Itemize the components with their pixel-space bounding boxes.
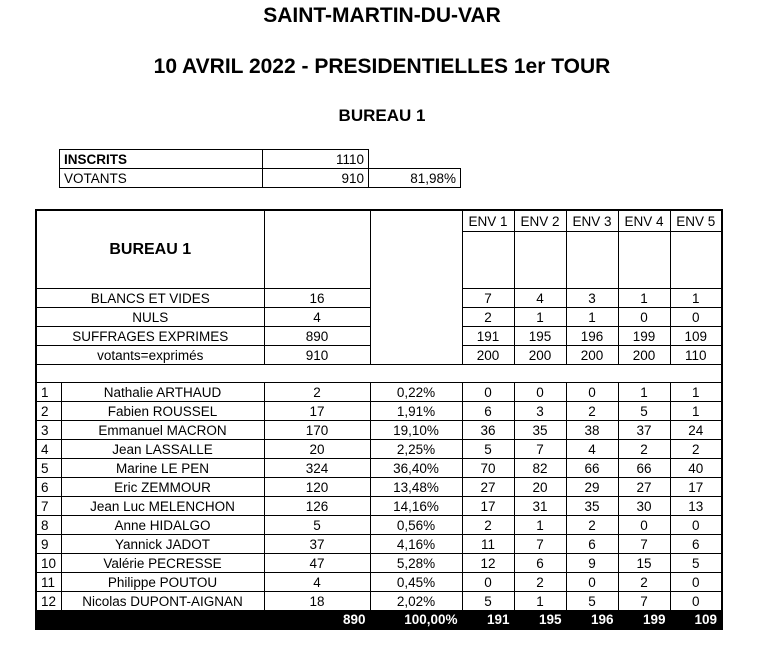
candidate-number: 11 <box>36 573 61 592</box>
candidate-env-value: 70 <box>462 459 514 478</box>
candidate-env-value: 66 <box>566 459 618 478</box>
bureau-title: BUREAU 1 <box>338 106 426 125</box>
candidate-number: 6 <box>36 478 61 497</box>
stat-env-value: 1 <box>618 289 670 308</box>
candidate-env-value: 7 <box>514 440 566 459</box>
candidate-env-value: 29 <box>566 478 618 497</box>
candidate-pct: 1,91% <box>370 402 462 421</box>
candidate-votes: 17 <box>264 402 370 421</box>
votants-row <box>60 169 461 188</box>
candidate-env-value: 15 <box>618 554 670 573</box>
candidate-env-value: 12 <box>462 554 514 573</box>
stat-env-value: 7 <box>462 289 514 308</box>
candidate-env-value: 31 <box>514 497 566 516</box>
candidate-env-value: 27 <box>618 478 670 497</box>
candidate-env-value: 5 <box>618 402 670 421</box>
candidate-number: 3 <box>36 421 61 440</box>
candidate-votes: 37 <box>264 535 370 554</box>
candidate-pct: 13,48% <box>370 478 462 497</box>
candidate-row <box>36 478 722 497</box>
candidate-name: Jean Luc MELENCHON <box>61 497 264 516</box>
candidate-env-value: 17 <box>462 497 514 516</box>
candidate-number: 12 <box>36 592 61 611</box>
stat-env-value: 191 <box>462 327 514 346</box>
stat-env-value: 200 <box>462 346 514 365</box>
candidate-env-value: 7 <box>514 535 566 554</box>
taux-value: 81,98% <box>369 169 461 188</box>
candidate-env-value: 0 <box>514 383 566 402</box>
candidate-name: Marine LE PEN <box>61 459 264 478</box>
candidate-votes: 20 <box>264 440 370 459</box>
inscrits-row <box>60 150 461 169</box>
candidate-name: Eric ZEMMOUR <box>61 478 264 497</box>
candidate-env-value: 2 <box>462 516 514 535</box>
env-header-2: ENV 2 <box>514 210 566 232</box>
candidate-pct: 2,25% <box>370 440 462 459</box>
candidate-env-value: 6 <box>566 535 618 554</box>
stat-env-value: 199 <box>618 327 670 346</box>
candidate-pct: 36,40% <box>370 459 462 478</box>
candidate-pct: 0,56% <box>370 516 462 535</box>
stat-total: 16 <box>264 289 370 308</box>
candidate-env-value: 0 <box>618 516 670 535</box>
env-header-4: ENV 4 <box>618 210 670 232</box>
candidate-env-value: 40 <box>670 459 722 478</box>
stat-env-value: 200 <box>514 346 566 365</box>
candidate-env-value: 0 <box>670 573 722 592</box>
total-votes: 890 <box>264 611 370 630</box>
candidate-env-value: 2 <box>670 440 722 459</box>
candidate-env-value: 6 <box>514 554 566 573</box>
candidate-votes: 5 <box>264 516 370 535</box>
candidate-name: Anne HIDALGO <box>61 516 264 535</box>
candidate-env-value: 1 <box>514 592 566 611</box>
candidate-number: 9 <box>36 535 61 554</box>
total-env-value: 191 <box>462 611 514 630</box>
candidate-env-value: 2 <box>566 516 618 535</box>
candidate-env-value: 0 <box>670 516 722 535</box>
candidate-row <box>36 592 722 611</box>
candidate-name: Fabien ROUSSEL <box>61 402 264 421</box>
candidate-env-value: 0 <box>670 592 722 611</box>
candidate-number: 4 <box>36 440 61 459</box>
total-row <box>36 611 722 630</box>
stat-env-value: 2 <box>462 308 514 327</box>
stat-env-value: 1 <box>514 308 566 327</box>
candidate-row <box>36 440 722 459</box>
candidate-name: Yannick JADOT <box>61 535 264 554</box>
candidate-votes: 4 <box>264 573 370 592</box>
candidate-env-value: 1 <box>618 383 670 402</box>
candidate-number: 5 <box>36 459 61 478</box>
total-env-value: 109 <box>670 611 722 630</box>
total-env-value: 199 <box>618 611 670 630</box>
stat-env-value: 200 <box>618 346 670 365</box>
candidate-env-value: 13 <box>670 497 722 516</box>
inscrits-table <box>59 149 461 188</box>
env-header-row <box>36 210 722 232</box>
stat-env-value: 109 <box>670 327 722 346</box>
candidate-env-value: 5 <box>462 592 514 611</box>
env-header-1: ENV 1 <box>462 210 514 232</box>
env-blank-2 <box>514 232 566 289</box>
candidate-env-value: 38 <box>566 421 618 440</box>
candidate-env-value: 6 <box>670 535 722 554</box>
header-pct-cell <box>370 210 462 365</box>
stat-label: SUFFRAGES EXPRIMES <box>36 327 264 346</box>
candidate-env-value: 2 <box>514 573 566 592</box>
candidate-name: Nathalie ARTHAUD <box>61 383 264 402</box>
candidate-pct: 0,22% <box>370 383 462 402</box>
stat-label: BLANCS ET VIDES <box>36 289 264 308</box>
inscrits-label: INSCRITS <box>60 150 263 169</box>
candidate-env-value: 5 <box>462 440 514 459</box>
candidate-env-value: 7 <box>618 535 670 554</box>
candidate-env-value: 3 <box>514 402 566 421</box>
candidate-name: Nicolas DUPONT-AIGNAN <box>61 592 264 611</box>
candidate-env-value: 9 <box>566 554 618 573</box>
candidate-votes: 18 <box>264 592 370 611</box>
total-env-value: 195 <box>514 611 566 630</box>
candidate-votes: 120 <box>264 478 370 497</box>
stat-env-value: 4 <box>514 289 566 308</box>
candidate-pct: 4,16% <box>370 535 462 554</box>
candidate-env-value: 11 <box>462 535 514 554</box>
candidate-env-value: 37 <box>618 421 670 440</box>
commune-title: SAINT-MARTIN-DU-VAR <box>263 4 501 27</box>
total-blank <box>36 611 264 630</box>
candidate-row <box>36 459 722 478</box>
candidate-env-value: 5 <box>566 592 618 611</box>
candidate-name: Philippe POUTOU <box>61 573 264 592</box>
candidate-env-value: 1 <box>514 516 566 535</box>
stat-env-value: 0 <box>618 308 670 327</box>
candidate-number: 2 <box>36 402 61 421</box>
candidate-env-value: 2 <box>566 402 618 421</box>
candidate-env-value: 27 <box>462 478 514 497</box>
candidate-votes: 2 <box>264 383 370 402</box>
candidate-pct: 19,10% <box>370 421 462 440</box>
candidate-env-value: 24 <box>670 421 722 440</box>
candidate-env-value: 0 <box>566 383 618 402</box>
candidate-env-value: 7 <box>618 592 670 611</box>
candidate-env-value: 30 <box>618 497 670 516</box>
candidate-votes: 324 <box>264 459 370 478</box>
total-env-value: 196 <box>566 611 618 630</box>
votants-value: 910 <box>263 169 369 188</box>
stat-env-value: 110 <box>670 346 722 365</box>
candidate-env-value: 17 <box>670 478 722 497</box>
candidate-env-value: 66 <box>618 459 670 478</box>
results-table <box>35 209 723 630</box>
stat-label: votants=exprimés <box>36 346 264 365</box>
candidate-pct: 2,02% <box>370 592 462 611</box>
candidate-pct: 5,28% <box>370 554 462 573</box>
candidate-votes: 126 <box>264 497 370 516</box>
candidate-env-value: 0 <box>462 573 514 592</box>
env-header-3: ENV 3 <box>566 210 618 232</box>
candidate-env-value: 20 <box>514 478 566 497</box>
env-blank-3 <box>566 232 618 289</box>
candidate-env-value: 82 <box>514 459 566 478</box>
candidate-row <box>36 516 722 535</box>
election-title: 10 AVRIL 2022 - PRESIDENTIELLES 1er TOUR <box>153 55 611 78</box>
candidate-name: Jean LASSALLE <box>61 440 264 459</box>
env-header-5: ENV 5 <box>670 210 722 232</box>
candidate-number: 8 <box>36 516 61 535</box>
candidate-env-value: 36 <box>462 421 514 440</box>
candidate-pct: 14,16% <box>370 497 462 516</box>
env-blank-4 <box>618 232 670 289</box>
candidate-env-value: 35 <box>566 497 618 516</box>
stat-label: NULS <box>36 308 264 327</box>
candidate-env-value: 5 <box>670 554 722 573</box>
header-votes-cell <box>264 210 370 289</box>
votants-label: VOTANTS <box>60 169 263 188</box>
candidate-row <box>36 421 722 440</box>
inscrits-value: 1110 <box>263 150 369 169</box>
candidate-number: 7 <box>36 497 61 516</box>
candidate-env-value: 0 <box>566 573 618 592</box>
candidate-env-value: 1 <box>670 402 722 421</box>
candidate-row <box>36 535 722 554</box>
candidate-env-value: 6 <box>462 402 514 421</box>
candidate-row <box>36 573 722 592</box>
stat-total: 910 <box>264 346 370 365</box>
total-pct: 100,00% <box>370 611 462 630</box>
stat-env-value: 200 <box>566 346 618 365</box>
separator-row <box>36 365 722 383</box>
env-blank-1 <box>462 232 514 289</box>
candidate-env-value: 2 <box>618 440 670 459</box>
stat-total: 4 <box>264 308 370 327</box>
candidate-name: Emmanuel MACRON <box>61 421 264 440</box>
candidate-row <box>36 554 722 573</box>
stat-env-value: 1 <box>670 289 722 308</box>
stat-env-value: 1 <box>566 308 618 327</box>
candidate-row <box>36 383 722 402</box>
candidate-env-value: 0 <box>462 383 514 402</box>
candidate-votes: 47 <box>264 554 370 573</box>
candidate-number: 1 <box>36 383 61 402</box>
candidate-votes: 170 <box>264 421 370 440</box>
candidate-number: 10 <box>36 554 61 573</box>
candidate-env-value: 1 <box>670 383 722 402</box>
bureau-label: BUREAU 1 <box>36 210 264 289</box>
candidate-env-value: 35 <box>514 421 566 440</box>
env-blank-5 <box>670 232 722 289</box>
stat-env-value: 0 <box>670 308 722 327</box>
candidate-name: Valérie PECRESSE <box>61 554 264 573</box>
stat-env-value: 196 <box>566 327 618 346</box>
candidate-row <box>36 497 722 516</box>
stat-env-value: 3 <box>566 289 618 308</box>
stat-total: 890 <box>264 327 370 346</box>
candidate-env-value: 4 <box>566 440 618 459</box>
candidate-env-value: 2 <box>618 573 670 592</box>
stat-env-value: 195 <box>514 327 566 346</box>
candidate-pct: 0,45% <box>370 573 462 592</box>
separator-cell <box>36 365 722 383</box>
candidate-row <box>36 402 722 421</box>
